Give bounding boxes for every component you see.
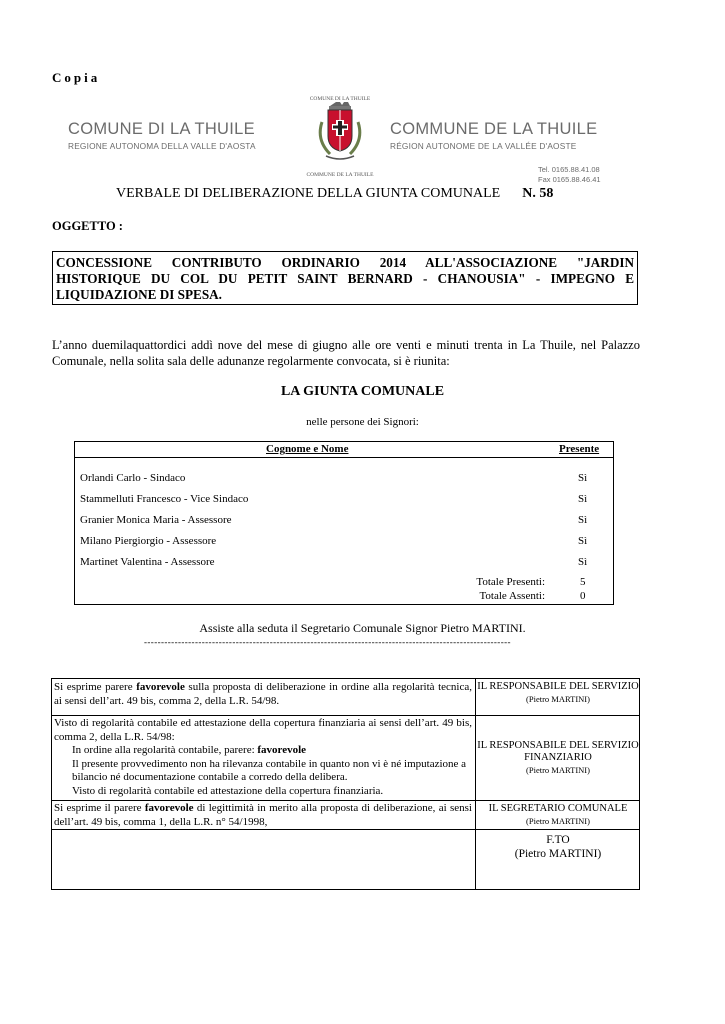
verbale-title: VERBALE DI DELIBERAZIONE DELLA GIUNTA COMUNALE [116, 186, 501, 201]
opinion-legitimacy-text: Si esprime il parere favorevole di legittimità in merito alla proposta di deliberazione, ai sensi dell’art. 49 bis, comma 1, della L.R. n° 54/1998, [54, 802, 472, 828]
secretary-statement: Assiste alla seduta il Segretario Comunale Signor Pietro MARTINI. [199, 621, 526, 635]
signer-title: IL RESPONSABILE DEL SERVIZIO FINANZIARIO [477, 740, 639, 763]
totale-assenti-label: Totale Assenti: [479, 590, 545, 602]
municipal-crest [300, 92, 380, 180]
crest-top-text: COMUNE DI LA THUILE [309, 96, 371, 102]
municipality-title-fr: COMMUNE DE LA THUILE [390, 120, 598, 138]
totale-assenti-value: 0 [580, 590, 586, 602]
crest-bottom-text: COMMUNE DE LA THUILE [306, 172, 374, 178]
member-name: Milano Piergiorgio - Assessore [80, 535, 217, 547]
column-header-name: Cognome e Nome [266, 443, 349, 455]
member-present: Sì [578, 472, 588, 484]
giunta-title: LA GIUNTA COMUNALE [280, 384, 445, 399]
opinion-accounting-signer [476, 740, 640, 776]
opinion-accounting-text: Visto di regolarità contabile ed attestazione della copertura finanziaria ai sensi dell’art. 49 bis, comma 2, della L.R. 54/98: In ordine alla regolarità contabile, parere: favorevole Il presente provvedimento non ha rilevanza contabile in quanto non vi è né imputazione a bilancio né documentazione contabile a corredo della delibera. Visto di regolarità contabile ed attestazione della copertura finanziaria. [54, 717, 472, 797]
verbale-heading [116, 186, 553, 202]
column-header-present: Presente [559, 443, 600, 455]
signer-title: IL SEGRETARIO COMUNALE [488, 803, 628, 814]
copy-label: Copia [52, 70, 101, 85]
header-divider [75, 457, 613, 458]
totale-presenti-label: Totale Presenti: [476, 576, 545, 588]
subject-text: CONCESSIONE CONTRIBUTO ORDINARIO 2014 ALL'ASSOCIAZIONE "JARDIN HISTORIQUE DU COL DU PETIT SAINT BERNARD - CHANOUSIA" - IMPEGNO E LIQUIDAZIONE DI SPESA. [56, 255, 634, 302]
subject-box [52, 251, 638, 305]
member-name: Granier Monica Maria - Assessore [80, 514, 232, 526]
signer-name: (Pietro MARTINI) [526, 694, 590, 704]
opinion-technical-signer [476, 681, 640, 705]
fto-name: (Pietro MARTINI) [514, 848, 602, 860]
member-present: Sì [578, 535, 588, 547]
signer-title: IL RESPONSABILE DEL SERVIZIO [477, 681, 639, 692]
signature-block [476, 833, 640, 861]
fto-label: F.TO [546, 834, 570, 846]
row-divider [52, 829, 639, 830]
fax-number: Fax 0165.88.46.41 [538, 175, 601, 184]
dashed-separator: ------------------------------------------------------------------------------------------------------------ [144, 637, 511, 647]
region-subtitle-fr: RÉGION AUTONOME DE LA VALLÉE D'AOSTE [390, 141, 577, 151]
members-table [74, 441, 614, 605]
member-present: Sì [578, 514, 588, 526]
header-right [390, 120, 630, 185]
signer-name: (Pietro MARTINI) [526, 765, 590, 775]
oggetto-label: OGGETTO : [52, 219, 123, 233]
opinion-technical-text: Si esprime parere favorevole sulla proposta di deliberazione in ordine alla regolarità tecnica, ai sensi dell’art. 49 bis, comma 2, della L.R. 54/98. [54, 681, 473, 707]
verbale-number: N. 58 [522, 186, 554, 201]
opinions-table [51, 678, 640, 890]
member-present: Sì [578, 556, 588, 568]
opinion-legitimacy-signer [476, 803, 640, 827]
member-name: Orlandi Carlo - Sindaco [80, 472, 186, 484]
totale-presenti-value: 5 [580, 576, 586, 588]
header-left [68, 120, 298, 151]
member-present: Sì [578, 493, 588, 505]
municipality-title-it: COMUNE DI LA THUILE [68, 120, 255, 138]
member-name: Stammelluti Francesco - Vice Sindaco [80, 493, 249, 505]
row-divider [52, 800, 639, 801]
row-divider [52, 715, 639, 716]
signer-name: (Pietro MARTINI) [526, 816, 590, 826]
region-subtitle-it: REGIONE AUTONOMA DELLA VALLE D'AOSTA [68, 141, 256, 151]
persone-label: nelle persone dei Signori: [306, 416, 419, 428]
intro-paragraph: L’anno duemilaquattordici addì nove del mese di giugno alle ore venti e minuti trenta in La Thuile, nel Palazzo Comunale, nella solita sala delle adunanze regolarmente convocata, si è riunita: [52, 338, 640, 368]
phone-number: Tel. 0165.88.41.08 [538, 165, 600, 174]
contact-block [390, 165, 630, 185]
member-name: Martinet Valentina - Assessore [80, 556, 215, 568]
